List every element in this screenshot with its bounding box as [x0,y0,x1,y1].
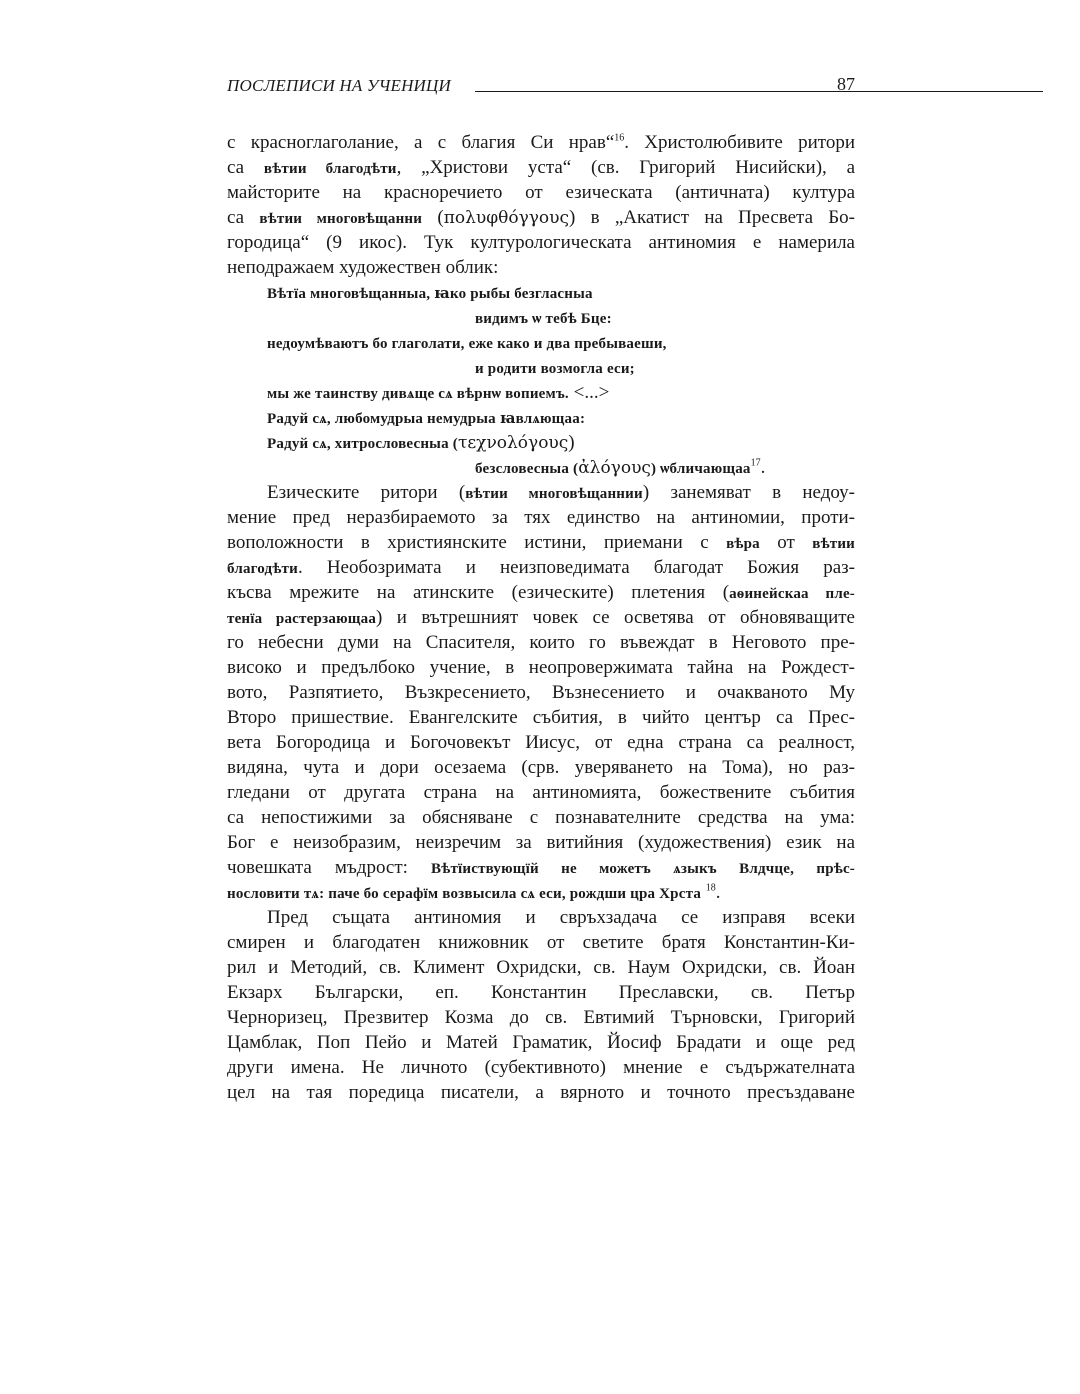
page-number: 87 [837,74,855,94]
text-line: са вѣтии многовѣщанни (πολυφθόγγους) в „Акатист на Пресвета Бо- [227,207,855,228]
text-line: Второ пришествие. Евангелските събития, в чийто център са Прес- [227,707,855,728]
text-line: благодѣти. Необозримата и неизповедимата благодат Божия раз- [227,557,855,578]
greek-word: ἀλόγους [578,458,651,478]
text-line: мение пред неразбираемото за тях единство на антиномии, проти- [227,507,855,528]
verse-line: и родити возмогла еси; [475,361,635,377]
text-line: Черноризец, Презвитер Козма до св. Евтимий Търновски, Григорий [227,1007,855,1028]
text-line: Пред същата антиномия и свръхзадача се изправя всеки [267,907,855,928]
church-slavonic-phrase: вѣтии благодѣти [263,161,397,177]
running-header [227,74,855,100]
verse-line: мы же таинству дивѧще сѧ вѣрнѡ вопиемъ. <...> [267,382,610,403]
text-line: други имена. Не личното (субективното) мнение е съдържателната [227,1057,855,1078]
text-line: високо и предълбоко учение, в неопровержимата тайна на Рождест- [227,657,855,678]
text-line: са вѣтии благодѣти, „Христови уста“ (св. Григорий Нисийски), а [227,157,856,178]
text-line: майсторите на красноречието от езическата (античната) култура [227,182,855,203]
verse-line: Радуй сѧ, любомудрыа немудрыа ꙗвлѧющаа: [267,411,586,427]
header-rule [475,91,1043,92]
text-line: Екзарх Български, еп. Константин Преславски, св. Петър [227,982,855,1003]
page-body [227,130,855,1105]
text-line: рил и Методий, св. Климент Охридски, св. Наум Охридски, св. Йоан [227,957,855,978]
text-line: смирен и благодатен книжовник от светите братя Константин-Ки- [227,932,855,953]
text-line: тенїа растерзающаа) и вътрешният човек се осветява от обновяващите [227,607,855,628]
text-line: късва мрежите на атинските (езическите) плетения (аѳинейскаа пле- [227,582,856,603]
text-line: Езическите ритори (вѣтии многовѣщаннии) занемяват в недоу- [267,482,856,503]
running-title: ПОСЛЕПИСИ НА УЧЕНИЦИ [227,76,451,95]
footnote-ref: 16 [614,132,625,144]
text-line: вета Богородица и Богочовекът Иисус, от една страна са реалност, [227,732,855,753]
footnote-ref: 17 [750,457,761,469]
verse-line: Вѣтїа многовѣщанныа, ꙗко рыбы безгласныа [267,286,593,302]
verse-line: видимъ ѡ тебѣ Бце: [475,311,612,327]
text-line: видяна, чута и дори осезаема (срв. уверяването на Тома), но раз- [227,757,855,778]
footnote-ref: 18 [705,882,716,894]
text-line: нословити тѧ: паче бо серафїм возвысила сѧ еси, рождши цра Хрста $^{18}$. [227,882,721,903]
text-line: Бог е неизобразим, неизречим за витийния (художествения) език на [227,832,855,853]
text-line: гледани от другата страна на антиномията, божествените събития [227,782,855,803]
text-line: с красноглаголание, а с благия Си нрав“$^{16}$. Христолюбивите ритори [227,132,855,153]
text-line: неподражаем художествен облик: [227,257,499,278]
text-line: воположности в християнските истини, приемани с вѣра от вѣтии [227,532,856,553]
verse-line: безсловесныа (ἀλόγους) ѡбличающаа$^{17}$. [475,457,766,478]
text-line: городица“ (9 икос). Тук културологическата антиномия е намерила [227,232,855,253]
text-line: са непостижими за обясняване с познавателните средства на ума: [227,807,855,828]
text-line: го небесни думи на Спасителя, които го въвеждат в Неговото пре- [227,632,855,653]
text-line: цел на тая поредица писатели, а вярното и точното пресъздаване [227,1082,855,1103]
church-slavonic-phrase: вѣтии многовѣщаннии [465,486,643,502]
greek-word: τεχνολόγους [457,433,569,453]
church-slavonic-phrase: вѣтии многовѣщанни [259,211,423,227]
text-line: човешката мъдрост: Вѣтїиствующїй не можетъ ѧзыкъ Влдчце, прѣс- [227,857,856,878]
text-line: Цамблак, Поп Пейо и Матей Граматик, Йосиф Брадати и още ред [227,1032,855,1053]
verse-line: недоумѣваютъ бо глаголати, еже како и два пребываеши, [267,336,667,352]
greek-word: πολυφθόγγους [443,208,570,228]
verse-line: Радуй сѧ, хитрословесныа (τεχνολόγους) [267,432,575,453]
text-line: вото, Разпятието, Възкресението, Възнесението и очакваното Му [227,682,855,703]
